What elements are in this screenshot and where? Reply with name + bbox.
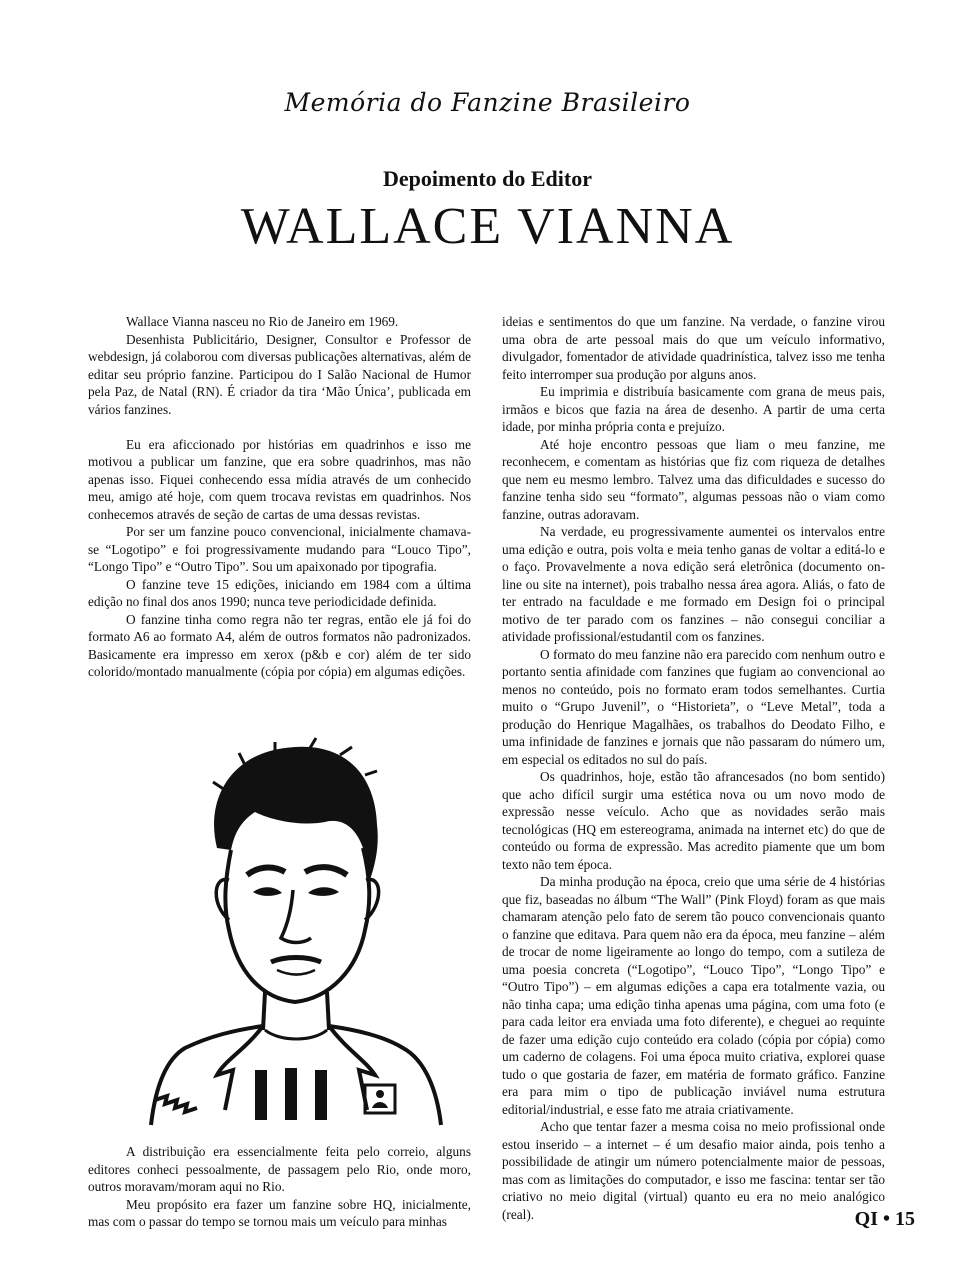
paragraph: Até hoje encontro pessoas que liam o meu fanzine, me reconhecem, e comentam as histórias que fiz com riqueza de detalhes que nem eu mesmo lembro. Talvez uma das dificuldades e sucesso do fanzine tenha sido seu “formato”, algumas pessoas não o viam como fanzine, outras adoravam. bbox=[502, 436, 885, 522]
paragraph: Os quadrinhos, hoje, estão tão afrancesados (no bom sentido) que acho difícil surgir uma estética nova ou um novo modo de expressão nesse veículo. Acho que as novidades serão mais tecnológicas (HQ em estereograma, animada na internet etc) do que de conteúdo ou forma de expressão. Mas acredito piamente que um bom texto não tem época. bbox=[502, 769, 885, 872]
paragraph: Eu imprimia e distribuía basicamente com grana de meus pais, irmãos e bicos que fazia na área de desenho. A partir de uma certa idade, por minha própria conta e prejuízo. bbox=[502, 384, 885, 434]
paragraph: Wallace Vianna nasceu no Rio de Janeiro em 1969. bbox=[126, 314, 399, 329]
paragraph: Meu propósito era fazer um fanzine sobre HQ, inicialmente, mas com o passar do tempo se tornou mais um veículo para minhas bbox=[88, 1196, 471, 1229]
paragraph: A distribuição era essencialmente feita pelo correio, alguns editores conheci pessoalmente, de passagem pelo Rio, onde moro, outros moravam/moram aqui no Rio. bbox=[88, 1144, 471, 1194]
page-number: QI • 15 bbox=[854, 1208, 915, 1230]
portrait-illustration bbox=[125, 730, 455, 1135]
paragraph: Na verdade, eu progressivamente aumentei os intervalos entre uma edição e outra, pois volta e meia tenho ganas de voltar a editá-lo e o faço. Provavelmente a nova edição será eletrônica (documento on-line ou site na internet), pois trabalho nessa área agora. Aliás, o fato de ter entrado na faculdade e me formado em Design foi o principal motivo de ter parado com os fanzines – não consegui conciliar a atividade profissional/estudantil com os fanzines. bbox=[502, 524, 885, 644]
article-subtitle: Depoimento do Editor bbox=[383, 166, 592, 191]
paragraph: Da minha produção na época, creio que uma série de 4 histórias que fiz, baseadas no álbum “The Wall” (Pink Floyd) foram as que mais chamaram atenção pelo fato de serem tão pouco convencionais quanto o fanzine que editava. Para quem não era da época, meu fanzine – além de trocar de nome ligeiramente ao longo do tempo, com a sutileza de uma poesia concreta (“Logotipo”, “Louco Tipo”, “Longo Tipo” e “Outro Tipo”) – em algumas edições a capa era totalmente vazia, ou não tinha capa; uma edição tinha apenas uma página, com uma foto (e para cada leitor era enviada uma foto diferente), e cheguei ao requinte de fazer uma edição cujo conteúdo era colado (cópia por cópia) como um caderno de colagens. Foi uma época muito criativa, explorei quase tudo o que gostaria de fazer, em matéria de formato gráfico. Fanzine era para mim o tipo de publicação inviável numa estrutura editorial/industrial, e esse fato me atraia criativamente. bbox=[502, 874, 885, 1117]
paragraph: Por ser um fanzine pouco convencional, inicialmente chamava-se “Logotipo” e foi progressivamente mudando para “Louco Tipo”, “Longo Tipo” e “Outro Tipo”. Sou um apaixonado por tipografia. bbox=[88, 524, 471, 574]
paragraph: ideias e sentimentos do que um fanzine. Na verdade, o fanzine virou uma obra de arte pessoal mais do que um veículo informativo, divulgador, fomentador de atividade quadrinística, talvez isso me tenha feito interromper sua produção por alguns anos. bbox=[502, 314, 885, 382]
paragraph: O fanzine teve 15 edições, iniciando em 1984 com a última edição no final dos anos 1990; nunca teve periodicidade definida. bbox=[88, 576, 471, 609]
article-title: WALLACE VIANNA bbox=[240, 198, 735, 255]
right-column bbox=[502, 313, 885, 1223]
left-column-top bbox=[88, 313, 471, 681]
series-title: Memória do Fanzine Brasileiro bbox=[284, 88, 691, 117]
paragraph: O fanzine tinha como regra não ter regras, então ele já foi do formato A6 ao formato A4, além de outros formatos não padronizados. Basicamente era impresso em xerox (p&b e cor) além de ter sido colorido/montado manualmente (cópia por cópia) em algumas edições. bbox=[88, 611, 471, 679]
paragraph: Desenhista Publicitário, Designer, Consultor e Professor de webdesign, já colaborou com diversas publicações alternativas, além de editar seu próprio fanzine. Participou do I Salão Nacional de Humor pela Paz, de Natal (RN). É criador da tira ‘Mão Única’, publicada em vários fanzines. bbox=[88, 331, 471, 417]
paragraph: Eu era aficcionado por histórias em quadrinhos e isso me motivou a publicar um fanzine, que era sobre quadrinhos, mas não apenas isso. Fiquei conhecendo essa mídia através de um conhecido meu, amigo até hoje, com quem trocava revistas em quadrinhos. Nos conhecemos através de seção de cartas de uma dessas revistas. bbox=[88, 436, 471, 522]
paragraph: O formato do meu fanzine não era parecido com nenhum outro e portanto sentia afinidade com fanzines que fugiam ao convencional ao menos no conteúdo, pois no formato eram todos semelhantes. Curtia muito o “Grupo Juvenil”, o “Historieta”, o “Leve Metal”, toda a produção do Henrique Magalhães, os trabalhos do Deodato Filho, e uma infinidade de fanzines e jornais que não passaram do número um, em especial os editados no sul do país. bbox=[502, 646, 885, 767]
paragraph: Acho que tentar fazer a mesma coisa no meio profissional onde estou inserido – a internet – é um desafio maior ainda, pois tenho a possibilidade de atingir um número potencialmente maior de pessoas, mas com as limitações do computador, e isso me fascina: tentar ser tão criativo no meio digital (virtual) quanto eu era no meio analógico (real). bbox=[502, 1119, 885, 1222]
left-column-bottom bbox=[88, 1143, 471, 1231]
